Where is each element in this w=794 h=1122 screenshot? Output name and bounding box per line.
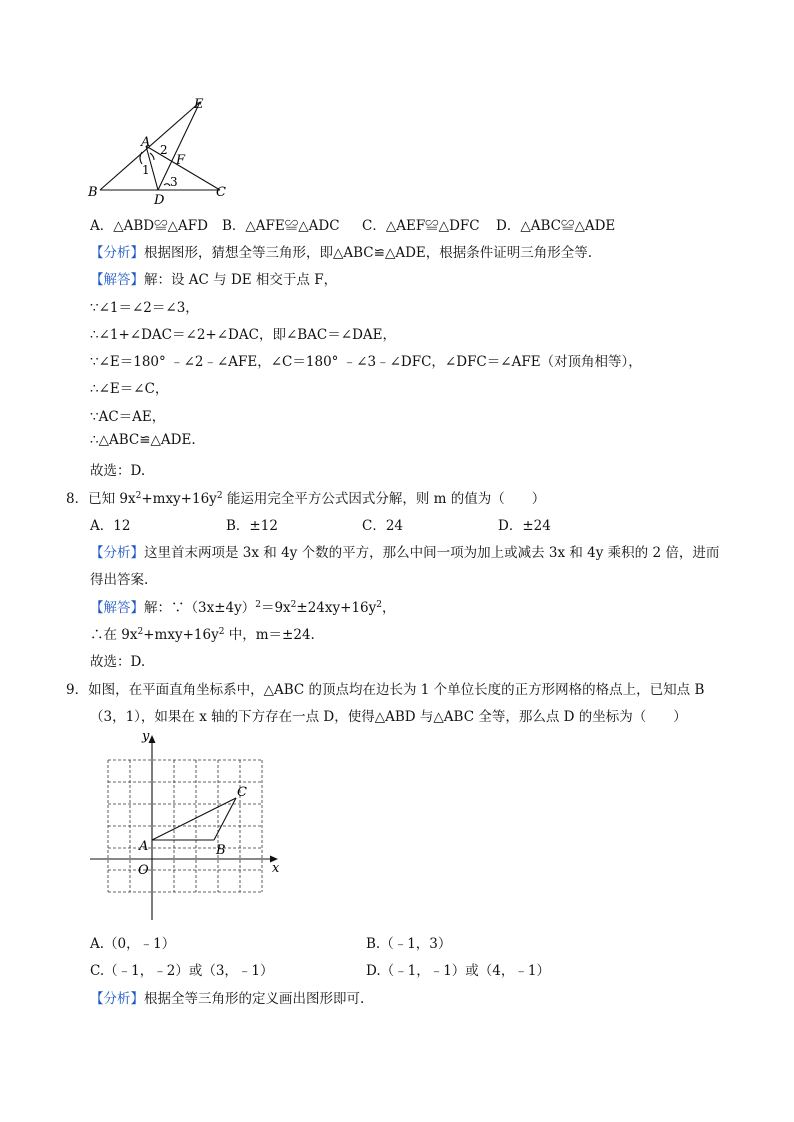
label-E: E xyxy=(194,97,204,112)
q7-option-b: B．△AFE≌△ADC xyxy=(222,218,340,234)
label-1: 1 xyxy=(142,163,150,177)
analysis-tag: 【分析】 xyxy=(90,245,144,261)
q9-option-d: D.（﹣1，﹣1）或（4，﹣1） xyxy=(366,963,550,979)
solution-tag: 【解答】 xyxy=(90,600,144,616)
q7-option-d: D．△ABC≌△ADE xyxy=(496,218,616,234)
label-B: B xyxy=(88,185,98,200)
q8-option-b: B．±12 xyxy=(226,518,278,534)
q7-solution-3: ∴∠1+∠DAC＝∠2+∠DAC，即∠BAC＝∠DAE， xyxy=(90,327,396,343)
q7-solution-1 xyxy=(90,268,337,288)
label-A: A xyxy=(141,135,151,150)
label-x: x xyxy=(272,861,280,876)
solution-tag: 【解答】 xyxy=(90,272,144,288)
q8-option-c: C．24 xyxy=(362,518,404,534)
q7-solution-7: ∴△ABC≌△ADE. xyxy=(90,432,196,448)
triangle-figure xyxy=(80,90,250,220)
q8-solution-2: ∴在 $9x^2+mxy+16y^2$ 中，m＝±24. xyxy=(90,627,315,643)
analysis-tag: 【分析】 xyxy=(90,991,144,1007)
q8-option-d: D．±24 xyxy=(498,518,551,534)
q7-option-a: A．△ABD≌△AFD xyxy=(90,218,208,234)
label-F: F xyxy=(176,153,186,168)
analysis-text: 根据图形，猜想全等三角形，即△ABC≌△ADE，根据条件证明三角形全等. xyxy=(144,245,593,261)
label-C: C xyxy=(237,785,247,800)
q7-solution-8: 故选：D. xyxy=(90,463,146,479)
q8-option-a: A．12 xyxy=(90,518,131,534)
q9-option-b: B.（﹣1，3） xyxy=(366,936,452,952)
label-O: O xyxy=(138,863,149,878)
label-B: B xyxy=(216,843,226,858)
coordinate-grid-figure xyxy=(86,726,296,926)
q9-option-c: C.（﹣1，﹣2）或（3，﹣1） xyxy=(90,963,274,979)
q8-solution-1: 【解答】解：$\because(3x\pm 4y)^2=9x^2\pm 24xy+16y^2$， xyxy=(90,600,396,616)
q9-analysis xyxy=(90,987,364,1007)
q7-solution-4: ∵∠E＝180° ﹣∠2﹣∠AFE，∠C＝180° ﹣∠3﹣∠DFC，∠DFC＝∠AFE（对顶角相等）， xyxy=(90,354,642,370)
q8-analysis-line2: 得出答案. xyxy=(90,572,149,588)
q8-analysis: 【分析】这里首末两项是 3x 和 4y 个数的平方，那么中间一项为加上或减去 3x 和 4y 乘积的 2 倍，进而 xyxy=(90,545,720,561)
solution-line: 解：设 AC 与 DE 相交于点 F， xyxy=(144,272,338,288)
q7-solution-6: ∵AC＝AE， xyxy=(90,409,166,425)
label-A: A xyxy=(139,839,149,854)
q7-analysis xyxy=(90,241,592,261)
q7-solution-2: ∵∠1＝∠2＝∠3， xyxy=(90,300,199,316)
analysis-tag: 【分析】 xyxy=(90,545,144,561)
label-3: 3 xyxy=(170,175,178,189)
analysis-text: 根据全等三角形的定义画出图形即可. xyxy=(144,991,365,1007)
label-C: C xyxy=(216,185,226,200)
q9-stem-line1: 9．如图，在平面直角坐标系中，△ABC 的顶点均在边长为 1 个单位长度的正方形网格的格点上，已知点 B xyxy=(66,682,705,698)
label-D: D xyxy=(154,193,165,208)
q9-option-a: A.（0，﹣1） xyxy=(90,936,176,952)
q7-option-c: C．△AEF≌△DFC xyxy=(362,218,480,234)
q8-final: 故选：D. xyxy=(90,654,146,670)
q8-stem: 8．已知 $9x^2+mxy+16y^2$ 能运用完全平方公式因式分解，则 m 的值为（ ） xyxy=(66,491,546,507)
q7-solution-5: ∴∠E＝∠C， xyxy=(90,381,169,397)
q9-stem-line2: （3，1），如果在 x 轴的下方存在一点 D，使得△ABD 与△ABC 全等，那么点 D 的坐标为（ ） xyxy=(90,709,687,725)
label-y: y xyxy=(142,729,150,744)
label-2: 2 xyxy=(160,143,168,157)
